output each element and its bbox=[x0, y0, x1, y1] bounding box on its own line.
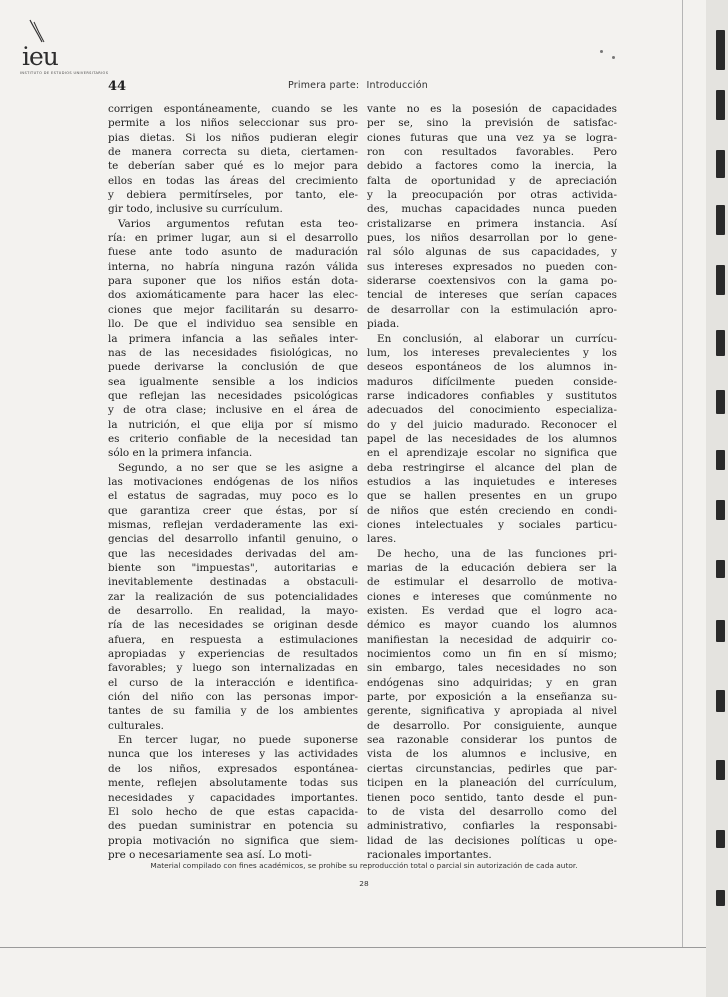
text-line: ellos en todas las áreas del crecimiento bbox=[108, 174, 358, 187]
text-line: y debiera permitírseles, por tanto, ele- bbox=[108, 189, 358, 202]
text-line: ciones que mejor facilitarán su desarro- bbox=[108, 303, 358, 316]
text-line: apropiadas y experiencias de resultados bbox=[108, 648, 358, 661]
text-line: favorables; y luego son internalizadas en bbox=[108, 662, 358, 675]
text-line: adecuados del conocimiento especializa- bbox=[367, 404, 617, 417]
text-line: gencias del desarrollo infantil genuino, o bbox=[108, 533, 358, 546]
text-line: deseos espontáneos de los alumnos in- bbox=[367, 361, 617, 374]
text-line: tienen poco sentido, tanto desde el pun- bbox=[367, 791, 617, 804]
text-line: ron con resultados favorables. Pero bbox=[367, 146, 617, 159]
text-line: El solo hecho de que estas capacida- bbox=[108, 805, 358, 818]
text-line: Varios argumentos refutan esta teo- bbox=[118, 217, 358, 230]
scan-speck bbox=[612, 56, 615, 59]
binder-mark bbox=[716, 830, 725, 848]
text-line: de desarrollo. Por consiguiente, aunque bbox=[367, 719, 617, 732]
text-line: mente, reflejen absolutamente todas sus bbox=[108, 777, 358, 790]
text-line: permite a los niños seleccionar sus pro- bbox=[108, 117, 358, 130]
text-line: ciones intelectuales y sociales particu- bbox=[367, 518, 617, 531]
text-line: culturales. bbox=[108, 719, 164, 732]
text-line: de niños que estén creciendo en condi- bbox=[367, 504, 617, 517]
text-line: inevitablemente destinadas a obstaculi- bbox=[108, 576, 358, 589]
text-line: pre o necesariamente sea así. Lo moti- bbox=[108, 848, 312, 861]
text-line: existen. Es verdad que el logro aca- bbox=[367, 605, 617, 618]
text-line: De hecho, una de las funciones pri- bbox=[377, 547, 617, 560]
logo-text: ieu bbox=[22, 42, 58, 71]
text-line: zar la realización de sus potencialidades bbox=[108, 590, 358, 603]
text-line: pias dietas. Si los niños pudieran elegir bbox=[108, 131, 358, 144]
text-line: que las necesidades derivadas del am- bbox=[108, 547, 358, 560]
text-line: que garantiza creer que éstas, por sí bbox=[108, 504, 358, 517]
text-line: tencial de intereses que serían capaces bbox=[367, 289, 617, 302]
binder-mark bbox=[716, 690, 725, 712]
text-line: ciones e intereses que comúnmente no bbox=[367, 590, 617, 603]
text-line: do y del juicio madurado. Reconocer el bbox=[367, 418, 617, 431]
text-line: biente son "impuestas", autoritarias e bbox=[108, 562, 358, 574]
running-section: Primera parte: bbox=[288, 80, 360, 91]
binder-mark bbox=[716, 90, 725, 120]
text-line: de desarrollo. En realidad, la mayo- bbox=[108, 605, 358, 618]
text-line: debido a factores como la inercia, la bbox=[367, 160, 617, 173]
text-line: ciones futuras que una vez ya se logra- bbox=[367, 131, 617, 144]
text-line: endógenas sino adquiridas; y en gran bbox=[367, 676, 617, 689]
text-line: nas de las necesidades fisiológicas, no bbox=[108, 346, 358, 359]
binder-mark bbox=[716, 330, 725, 356]
text-line: parte, por exposición a la enseñanza su- bbox=[367, 691, 617, 704]
text-line: siderarse coextensivos con la gama po- bbox=[367, 275, 617, 288]
text-line: nunca que los intereses y las actividades bbox=[108, 748, 358, 761]
binder-mark bbox=[716, 205, 725, 235]
binder-mark bbox=[716, 500, 725, 520]
text-line: ciertas circunstancias, pedirles que par- bbox=[367, 762, 617, 775]
binder-mark bbox=[716, 760, 725, 780]
text-line: ción del niño con las personas impor- bbox=[108, 691, 358, 704]
text-line: gerente, significativa y apropiada al nivel bbox=[367, 705, 617, 718]
text-line: to de vista del desarrollo como del bbox=[367, 805, 617, 818]
binder-mark bbox=[716, 890, 725, 906]
text-line: vante no es la posesión de capacidades bbox=[367, 103, 617, 115]
text-line: sus intereses expresados no pueden con- bbox=[367, 260, 617, 273]
running-head bbox=[288, 80, 428, 91]
text-line: rarse indicadores confiables y sustitutos bbox=[367, 389, 617, 402]
text-line: propia motivación no significa que siem- bbox=[108, 834, 358, 847]
text-line: falta de oportunidad y de apreciación bbox=[367, 174, 617, 187]
text-line: sin embargo, tales necesidades no son bbox=[367, 662, 617, 675]
text-line: de estimular el desarrollo de motiva- bbox=[367, 576, 617, 589]
text-line: lum, los intereses prevalecientes y los bbox=[367, 346, 617, 359]
text-line: des, muchas capacidades nunca pueden bbox=[367, 203, 617, 216]
right-text-column bbox=[367, 102, 617, 862]
text-line: en el aprendizaje escolar no significa que bbox=[367, 447, 617, 460]
binder-mark bbox=[716, 560, 725, 578]
running-title: Introducción bbox=[366, 80, 428, 91]
text-line: sólo en la primera infancia. bbox=[108, 447, 253, 460]
text-line: administrativo, confiarles la responsabi- bbox=[367, 820, 617, 833]
text-line: des puedan suministrar en potencia su bbox=[108, 820, 358, 833]
binder-strip bbox=[706, 0, 728, 997]
text-line: pues, los niños desarrollan por lo gene- bbox=[367, 232, 617, 245]
text-line: marias de la educación debiera ser la bbox=[367, 562, 617, 574]
text-line: ticipen en la planeación del currículum, bbox=[367, 777, 617, 790]
binder-mark bbox=[716, 30, 725, 70]
text-line: ría de las necesidades se originan desde bbox=[108, 619, 358, 632]
binder-mark bbox=[716, 150, 725, 178]
scan-horizontal-edge bbox=[0, 947, 712, 948]
text-line: piada. bbox=[367, 318, 400, 331]
text-line: para suponer que los niños están dota- bbox=[108, 275, 358, 288]
binder-mark bbox=[716, 450, 725, 470]
text-line: que se hallen presentes en un grupo bbox=[367, 490, 617, 503]
text-line: démico es mayor cuando los alumnos bbox=[367, 619, 617, 632]
text-line: te deberían saber qué es lo mejor para bbox=[108, 160, 358, 173]
text-line: corrigen espontáneamente, cuando se les bbox=[108, 103, 358, 115]
text-line: gir todo, inclusive su currículum. bbox=[108, 203, 283, 216]
text-line: maduros difícilmente pueden conside- bbox=[367, 375, 617, 388]
text-line: de manera correcta su dieta, ciertamen- bbox=[108, 146, 358, 159]
text-line: sea igualmente sensible a los indicios bbox=[108, 375, 358, 388]
text-line: dos axiomáticamente para hacer las elec- bbox=[108, 289, 358, 302]
footer-page-number: 28 bbox=[359, 879, 369, 888]
text-line: el curso de la interacción e identifica- bbox=[108, 676, 358, 689]
scan-vertical-edge bbox=[682, 0, 683, 947]
text-line: y de otra clase; inclusive en el área de bbox=[108, 404, 358, 417]
text-line: per se, sino la previsión de satisfac- bbox=[367, 117, 617, 130]
text-line: puede derivarse la conclusión de que bbox=[108, 361, 358, 374]
text-line: En conclusión, al elaborar un currícu- bbox=[377, 332, 617, 345]
binder-mark bbox=[716, 390, 725, 414]
text-line: la primera infancia a las señales inter- bbox=[108, 332, 358, 345]
binder-mark bbox=[716, 265, 725, 295]
text-line: fuese ante todo asunto de maduración bbox=[108, 246, 358, 259]
text-line: afuera, en respuesta a estimulaciones bbox=[108, 633, 358, 646]
text-line: ral sólo algunas de sus capacidades, y bbox=[367, 246, 617, 259]
left-text-column bbox=[108, 102, 358, 862]
text-line: y la preocupación por otras activida- bbox=[367, 189, 617, 202]
text-line: manifiestan la necesidad de adquirir co- bbox=[367, 633, 617, 646]
logo-subtitle: INSTITUTO DE ESTUDIOS UNIVERSITARIOS bbox=[20, 71, 109, 75]
text-line: mismas, reflejan verdaderamente las exi- bbox=[108, 518, 358, 531]
text-line: vista de los alumnos e inclusive, en bbox=[367, 748, 617, 761]
text-line: nocimientos como un fin en sí mismo; bbox=[367, 648, 617, 661]
copyright-notice: Material compilado con fines académicos, se prohíbe su reproducción total o parcial sin autorización de cada autor. bbox=[150, 861, 578, 870]
text-line: papel de las necesidades de los alumnos bbox=[367, 432, 617, 445]
text-line: lares. bbox=[367, 533, 397, 546]
text-line: sea razonable considerar los puntos de bbox=[367, 734, 617, 747]
institution-logo bbox=[20, 18, 109, 76]
text-line: cristalizarse en primera instancia. Así bbox=[367, 217, 617, 230]
text-line: la nutrición, el que elija por sí mismo bbox=[108, 418, 358, 431]
text-line: es criterio confiable de la necesidad tan bbox=[108, 432, 358, 445]
text-line: ría: en primer lugar, aun si el desarrollo bbox=[108, 232, 358, 245]
text-line: interna, no habría ninguna razón válida bbox=[108, 260, 358, 273]
text-line: racionales importantes. bbox=[367, 848, 492, 861]
text-line: el estatus de sagradas, muy poco es lo bbox=[108, 490, 358, 503]
binder-mark bbox=[716, 620, 725, 642]
text-line: necesidades y capacidades importantes. bbox=[108, 791, 358, 804]
text-line: estudios a las inquietudes e intereses bbox=[367, 475, 617, 488]
text-line: llo. De que el individuo sea sensible en bbox=[108, 318, 358, 331]
text-line: Segundo, a no ser que se les asigne a bbox=[118, 461, 358, 474]
text-line: de desarrollar con la estimulación apro- bbox=[367, 303, 617, 316]
text-line: que reflejan las necesidades psicológicas bbox=[108, 389, 358, 402]
text-line: deba restringirse el alcance del plan de bbox=[367, 461, 617, 474]
page-number: 44 bbox=[108, 79, 127, 94]
text-line: de los niños, expresados espontánea- bbox=[108, 762, 358, 775]
scan-speck bbox=[600, 50, 603, 53]
text-line: las motivaciones endógenas de los niños bbox=[108, 475, 358, 488]
text-line: lidad de las decisiones políticas u ope- bbox=[367, 834, 617, 847]
text-line: tantes de su familia y de los ambientes bbox=[108, 705, 358, 718]
text-line: En tercer lugar, no puede suponerse bbox=[118, 734, 358, 747]
